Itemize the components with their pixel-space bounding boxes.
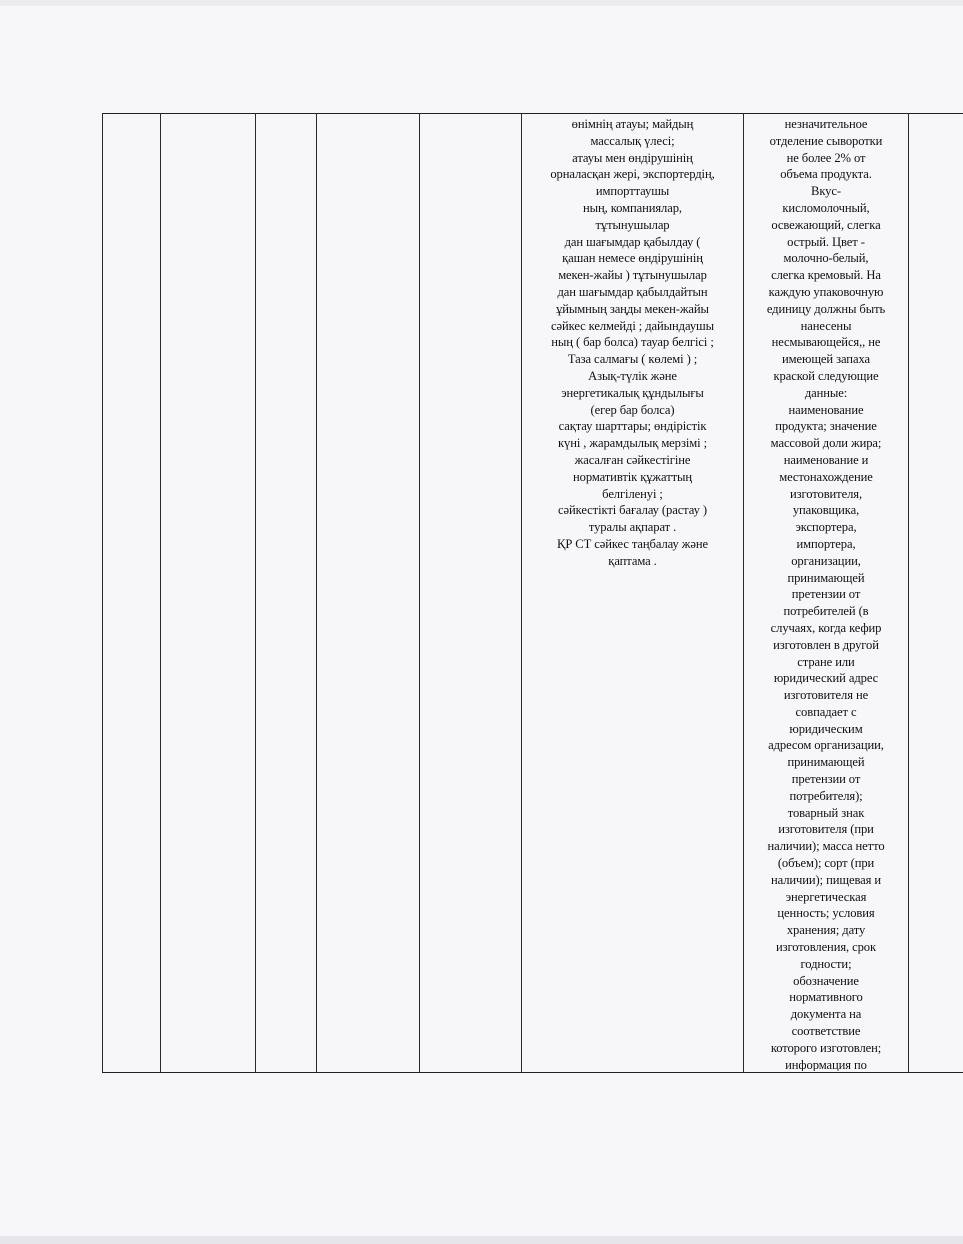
text-line: имеющей запаха xyxy=(782,352,870,367)
text-line: изготовления, срок xyxy=(775,940,877,955)
text-line: обозначение xyxy=(793,973,859,988)
text-line: белгіленуі ; xyxy=(602,486,663,501)
text-line: товарный знак xyxy=(787,805,865,820)
text-line: нормативтік құжаттың xyxy=(572,469,693,484)
text-line: энергетическая xyxy=(785,889,867,904)
text-line: нормативного xyxy=(789,990,863,1005)
text-line: ұйымның заңды мекен-жайы xyxy=(556,301,709,316)
text-line: острый. Цвет - xyxy=(787,234,865,249)
text-line: дан шағымдар қабылдау ( xyxy=(564,234,701,249)
text-line: молочно-белый, xyxy=(783,251,869,266)
text-line: массовой доли жира; xyxy=(770,436,882,451)
text-line: освежающий, слегка xyxy=(771,217,881,232)
text-line: сәйкес келмейді ; дайындаушы xyxy=(551,318,714,333)
column-divider-4 xyxy=(419,113,420,1072)
text-line: Азық-түлік және xyxy=(588,368,677,383)
text-line: слегка кремовый. На xyxy=(771,268,881,283)
text-line: претензии от xyxy=(791,587,861,602)
column-divider-1 xyxy=(160,113,161,1072)
text-line: ның ( бар болса) тауар белгісі ; xyxy=(551,335,714,350)
text-line: упаковщика, xyxy=(792,503,860,518)
text-line: нанесены xyxy=(800,318,852,333)
text-line: хранения; дату xyxy=(786,923,866,938)
text-line: каждую упаковочную xyxy=(768,284,884,299)
text-line: объема продукта. xyxy=(780,167,872,182)
text-line: ның, компаниялар, xyxy=(583,200,682,215)
text-line: наименование и xyxy=(783,452,869,467)
text-line: совпадает с xyxy=(795,704,857,719)
table-border-left xyxy=(102,113,103,1072)
text-line: изготовлен в другой xyxy=(773,637,879,652)
text-line: изготовителя не xyxy=(783,688,869,703)
kazakh-requirements-cell xyxy=(524,116,741,570)
text-line: потребителей (в xyxy=(783,604,869,619)
text-line: Таза салмағы ( көлемі ) ; xyxy=(567,352,698,367)
column-divider-3 xyxy=(316,113,317,1072)
column-divider-2 xyxy=(255,113,256,1072)
text-line: (объем); сорт (при xyxy=(777,856,875,871)
column-divider-5 xyxy=(521,113,522,1072)
text-line: мекен-жайы ) тұтынушылар xyxy=(558,268,707,283)
text-line: наличии); масса нетто xyxy=(767,839,885,854)
text-line: организации, xyxy=(791,553,861,568)
text-line: стране или xyxy=(797,654,855,669)
text-line: дан шағымдар қабылдайтын xyxy=(557,284,708,299)
text-line: изготовителя, xyxy=(789,486,863,501)
text-line: продукта; значение xyxy=(775,419,877,434)
text-line: атауы мен өндірушінің xyxy=(572,150,693,165)
text-line: юридическим xyxy=(789,721,863,736)
text-line: информация по xyxy=(785,1057,867,1071)
text-line: местонахождение xyxy=(779,469,873,484)
text-line: туралы ақпарат . xyxy=(588,520,677,535)
text-line: незначительное xyxy=(784,117,868,131)
text-line: сақтау шарттары; өндірістік xyxy=(558,419,707,434)
text-line: энергетикалық құндылығы xyxy=(561,385,704,400)
text-line: күні , жарамдылық мерзімі ; xyxy=(557,436,708,451)
text-line: принимающей xyxy=(787,755,865,770)
text-line: ҚР СТ сәйкес таңбалау және xyxy=(557,536,708,551)
text-line: массалық үлесі; xyxy=(590,133,675,148)
text-line: несмывающейся,, не xyxy=(771,335,881,350)
text-line: тұтынушылар xyxy=(595,217,670,232)
text-line: наименование xyxy=(788,402,864,417)
text-line: единицу должны быть xyxy=(766,301,886,316)
text-line: Вкус- xyxy=(811,184,841,199)
russian-requirements-cell xyxy=(746,116,906,1071)
text-line: адресом организации, xyxy=(768,738,884,753)
text-line: соответствие xyxy=(791,1024,861,1039)
text-line: импортера, xyxy=(796,536,856,551)
text-line: документа на xyxy=(790,1007,862,1022)
text-line: которого изготовлен; xyxy=(770,1040,882,1055)
scan-bottom-edge xyxy=(0,1236,963,1244)
text-line: данные: xyxy=(804,385,848,400)
text-line: (егер бар болса) xyxy=(590,402,675,417)
text-line: краской следующие xyxy=(773,368,879,383)
text-line: ценность; условия xyxy=(777,906,875,921)
text-line: жасалған сәйкестігіне xyxy=(574,452,691,467)
text-line: не более 2% от xyxy=(786,150,866,165)
text-line: импорттаушы xyxy=(595,184,670,199)
text-line: қаптама . xyxy=(608,553,657,568)
text-line: кисломолочный, xyxy=(782,200,870,215)
text-line: өнімнің атауы; майдың xyxy=(571,117,694,131)
text-line: принимающей xyxy=(787,570,865,585)
text-line: изготовителя (при xyxy=(778,822,874,837)
text-line: претензии от xyxy=(791,772,861,787)
text-line: сәйкестікті бағалау (растау ) xyxy=(558,503,707,518)
text-line: отделение сыворотки xyxy=(769,133,883,148)
text-line: годности; xyxy=(800,956,852,971)
column-divider-6 xyxy=(743,113,744,1072)
text-line: орналасқан жері, экспортердің, xyxy=(550,167,715,182)
text-line: случаях, когда кефир xyxy=(770,620,882,635)
text-line: наличии); пищевая и xyxy=(770,872,882,887)
text-line: қашан немесе өндірушінің xyxy=(562,251,703,266)
text-line: потребителя); xyxy=(789,788,863,803)
scan-top-edge xyxy=(0,0,963,6)
text-line: экспортера, xyxy=(795,520,857,535)
column-divider-7 xyxy=(908,113,909,1072)
text-line: юридический адрес xyxy=(773,671,879,686)
